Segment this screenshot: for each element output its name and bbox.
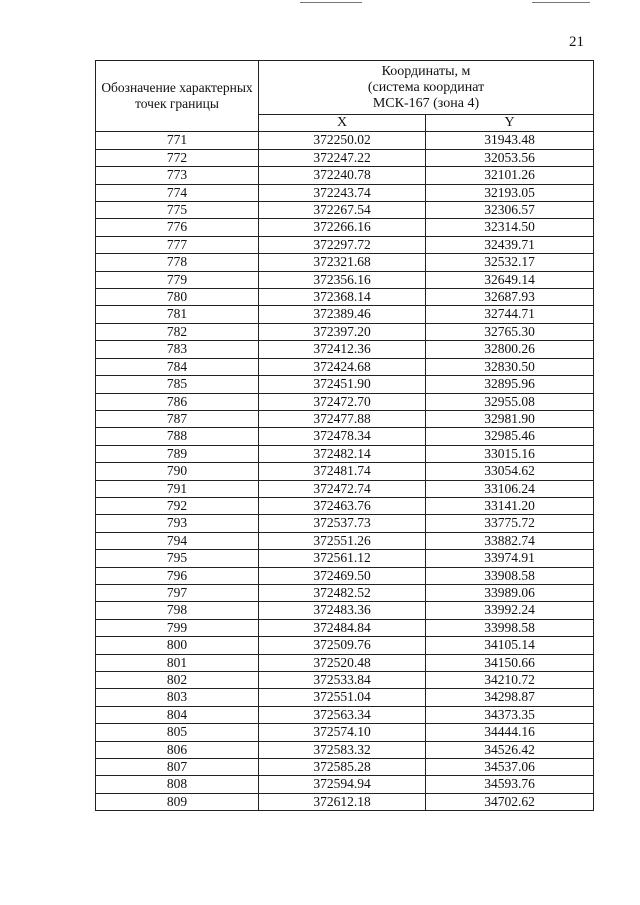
cell-y: 32895.96 [426, 376, 594, 393]
table-row [96, 219, 594, 236]
cell-x: 372472.74 [259, 480, 426, 497]
table-row [96, 323, 594, 340]
header-x: X [259, 115, 426, 132]
cell-y: 32800.26 [426, 341, 594, 358]
table-row [96, 254, 594, 271]
cell-point: 791 [96, 480, 259, 497]
cell-x: 372583.32 [259, 741, 426, 758]
cell-x: 372484.84 [259, 619, 426, 636]
cell-point: 792 [96, 497, 259, 514]
cell-point: 782 [96, 323, 259, 340]
table-row [96, 202, 594, 219]
cell-point: 787 [96, 410, 259, 427]
cell-y: 32532.17 [426, 254, 594, 271]
boundary-points-table [95, 60, 594, 811]
table-row [96, 672, 594, 689]
cell-point: 807 [96, 759, 259, 776]
cell-y: 33882.74 [426, 532, 594, 549]
cell-point: 785 [96, 376, 259, 393]
cell-y: 33992.24 [426, 602, 594, 619]
cell-x: 372451.90 [259, 376, 426, 393]
cell-y: 32053.56 [426, 149, 594, 166]
header-coordinates-line2: (система координат [367, 79, 485, 95]
cell-y: 32985.46 [426, 428, 594, 445]
cell-y: 33106.24 [426, 480, 594, 497]
cell-point: 784 [96, 358, 259, 375]
cell-x: 372612.18 [259, 793, 426, 810]
cell-point: 794 [96, 532, 259, 549]
table-row [96, 654, 594, 671]
cell-point: 799 [96, 619, 259, 636]
table-row [96, 689, 594, 706]
cell-x: 372412.36 [259, 341, 426, 358]
cell-x: 372563.34 [259, 706, 426, 723]
table-row [96, 706, 594, 723]
cell-y: 32306.57 [426, 202, 594, 219]
cell-y: 32765.30 [426, 323, 594, 340]
table-row [96, 236, 594, 253]
page-number: 21 [569, 34, 584, 50]
cell-y: 33054.62 [426, 463, 594, 480]
cell-y: 32830.50 [426, 358, 594, 375]
cell-x: 372472.70 [259, 393, 426, 410]
cell-x: 372594.94 [259, 776, 426, 793]
table-row [96, 445, 594, 462]
cell-x: 372424.68 [259, 358, 426, 375]
cell-y: 33989.06 [426, 584, 594, 601]
cell-x: 372537.73 [259, 515, 426, 532]
cell-y: 32193.05 [426, 184, 594, 201]
cell-y: 33015.16 [426, 445, 594, 462]
cell-y: 32649.14 [426, 271, 594, 288]
cell-y: 34537.06 [426, 759, 594, 776]
cell-x: 372297.72 [259, 236, 426, 253]
table-row [96, 724, 594, 741]
table-row [96, 376, 594, 393]
cell-x: 372356.16 [259, 271, 426, 288]
cell-point: 797 [96, 584, 259, 601]
cell-y: 32981.90 [426, 410, 594, 427]
cell-point: 798 [96, 602, 259, 619]
top-rule-right [532, 2, 590, 3]
header-coordinates [259, 61, 594, 115]
cell-x: 372482.52 [259, 584, 426, 601]
table-row [96, 759, 594, 776]
table-row [96, 289, 594, 306]
cell-y: 31943.48 [426, 132, 594, 149]
table-body [96, 132, 594, 811]
cell-y: 32687.93 [426, 289, 594, 306]
table-row [96, 515, 594, 532]
cell-x: 372250.02 [259, 132, 426, 149]
cell-point: 800 [96, 637, 259, 654]
cell-y: 33141.20 [426, 497, 594, 514]
table-row [96, 167, 594, 184]
cell-point: 783 [96, 341, 259, 358]
table-row [96, 358, 594, 375]
cell-point: 771 [96, 132, 259, 149]
header-y: Y [426, 115, 594, 132]
cell-point: 795 [96, 550, 259, 567]
cell-point: 776 [96, 219, 259, 236]
cell-point: 790 [96, 463, 259, 480]
cell-y: 32955.08 [426, 393, 594, 410]
cell-point: 809 [96, 793, 259, 810]
cell-y: 34702.62 [426, 793, 594, 810]
cell-point: 805 [96, 724, 259, 741]
cell-x: 372240.78 [259, 167, 426, 184]
cell-x: 372469.50 [259, 567, 426, 584]
cell-x: 372509.76 [259, 637, 426, 654]
cell-point: 808 [96, 776, 259, 793]
table-row [96, 149, 594, 166]
cell-x: 372243.74 [259, 184, 426, 201]
cell-x: 372266.16 [259, 219, 426, 236]
cell-y: 34105.14 [426, 637, 594, 654]
cell-y: 33998.58 [426, 619, 594, 636]
cell-point: 772 [96, 149, 259, 166]
cell-x: 372267.54 [259, 202, 426, 219]
cell-y: 33908.58 [426, 567, 594, 584]
header-coordinates-line1: Координаты, м [381, 63, 471, 79]
table-header [96, 61, 594, 132]
table-row [96, 637, 594, 654]
cell-x: 372482.14 [259, 445, 426, 462]
cell-x: 372477.88 [259, 410, 426, 427]
cell-y: 34298.87 [426, 689, 594, 706]
cell-point: 777 [96, 236, 259, 253]
cell-y: 34210.72 [426, 672, 594, 689]
cell-x: 372520.48 [259, 654, 426, 671]
cell-x: 372368.14 [259, 289, 426, 306]
cell-point: 796 [96, 567, 259, 584]
cell-point: 774 [96, 184, 259, 201]
cell-y: 33974.91 [426, 550, 594, 567]
cell-x: 372463.76 [259, 497, 426, 514]
table-row [96, 271, 594, 288]
table-row [96, 793, 594, 810]
cell-point: 775 [96, 202, 259, 219]
table-row [96, 480, 594, 497]
table-row [96, 497, 594, 514]
cell-x: 372247.22 [259, 149, 426, 166]
cell-x: 372481.74 [259, 463, 426, 480]
cell-point: 781 [96, 306, 259, 323]
cell-y: 32314.50 [426, 219, 594, 236]
cell-x: 372478.34 [259, 428, 426, 445]
cell-point: 780 [96, 289, 259, 306]
cell-x: 372574.10 [259, 724, 426, 741]
table-row [96, 306, 594, 323]
cell-x: 372483.36 [259, 602, 426, 619]
cell-point: 773 [96, 167, 259, 184]
cell-y: 34444.16 [426, 724, 594, 741]
cell-y: 34150.66 [426, 654, 594, 671]
table-row [96, 584, 594, 601]
table-row [96, 741, 594, 758]
table-row [96, 776, 594, 793]
table-row [96, 410, 594, 427]
cell-point: 802 [96, 672, 259, 689]
cell-point: 786 [96, 393, 259, 410]
cell-point: 801 [96, 654, 259, 671]
cell-point: 793 [96, 515, 259, 532]
cell-y: 32439.71 [426, 236, 594, 253]
table-row [96, 463, 594, 480]
cell-point: 779 [96, 271, 259, 288]
cell-x: 372585.28 [259, 759, 426, 776]
cell-x: 372551.04 [259, 689, 426, 706]
cell-y: 33775.72 [426, 515, 594, 532]
cell-x: 372533.84 [259, 672, 426, 689]
table-row [96, 393, 594, 410]
cell-point: 778 [96, 254, 259, 271]
cell-point: 806 [96, 741, 259, 758]
cell-point: 803 [96, 689, 259, 706]
cell-point: 804 [96, 706, 259, 723]
cell-y: 32744.71 [426, 306, 594, 323]
table-row [96, 619, 594, 636]
cell-x: 372551.26 [259, 532, 426, 549]
cell-x: 372321.68 [259, 254, 426, 271]
cell-y: 34526.42 [426, 741, 594, 758]
cell-point: 789 [96, 445, 259, 462]
header-coordinates-line3: МСК-167 (зона 4) [372, 95, 480, 111]
table-row [96, 567, 594, 584]
table-row [96, 184, 594, 201]
table-row [96, 341, 594, 358]
table-row [96, 602, 594, 619]
table-row [96, 132, 594, 149]
cell-y: 34373.35 [426, 706, 594, 723]
cell-y: 34593.76 [426, 776, 594, 793]
table-row [96, 550, 594, 567]
cell-x: 372389.46 [259, 306, 426, 323]
header-point-designation: Обозначение характерных точек границы [96, 61, 259, 132]
cell-x: 372561.12 [259, 550, 426, 567]
top-rule-left [300, 2, 362, 3]
cell-y: 32101.26 [426, 167, 594, 184]
table-row [96, 532, 594, 549]
cell-x: 372397.20 [259, 323, 426, 340]
table-row [96, 428, 594, 445]
cell-point: 788 [96, 428, 259, 445]
